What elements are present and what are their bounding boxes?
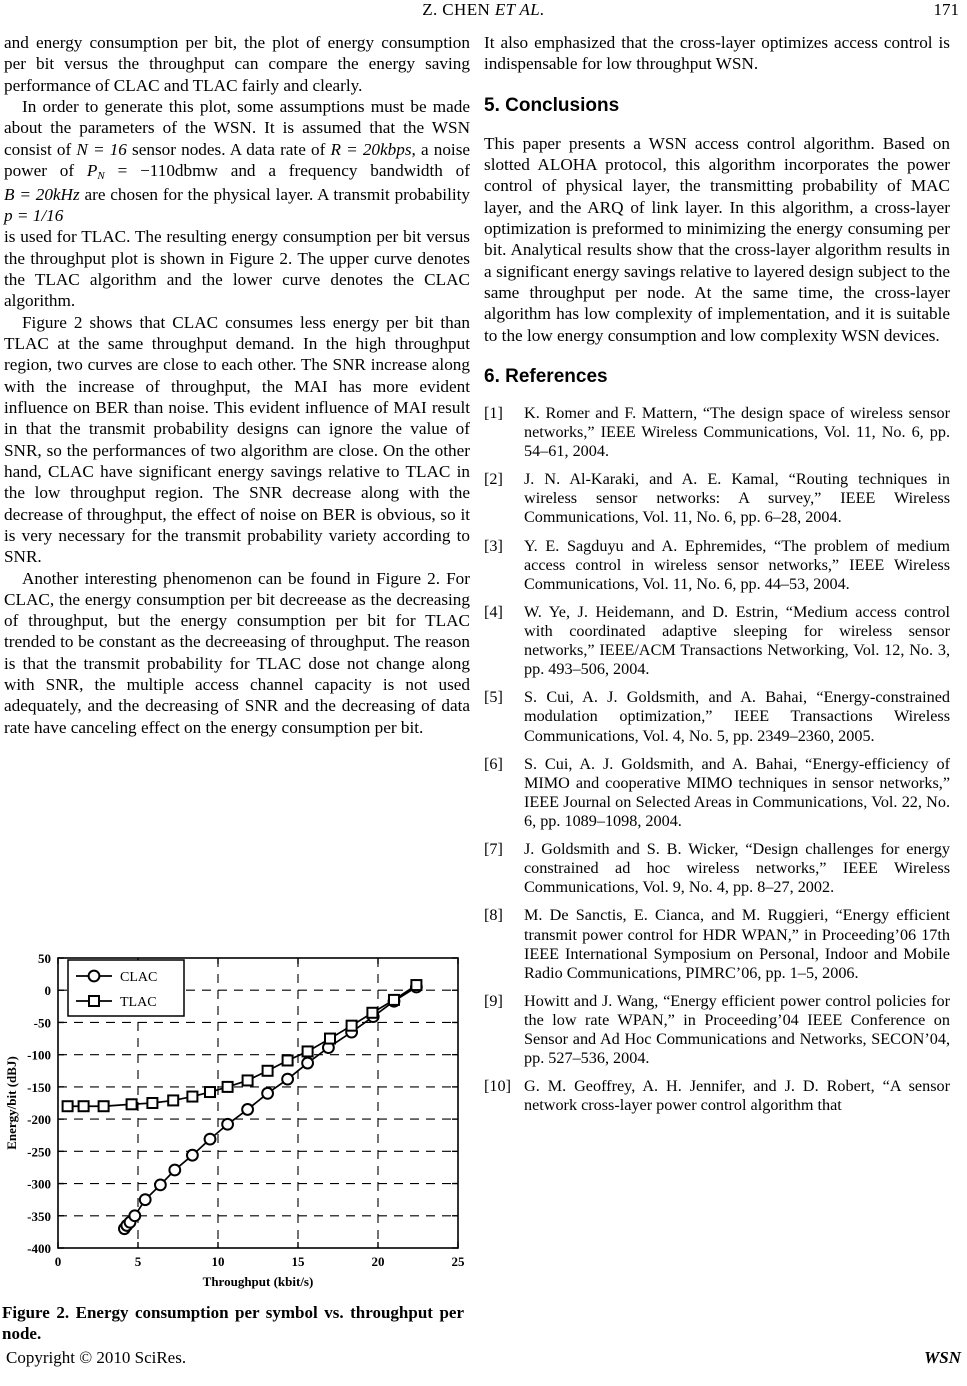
paragraph-figure-discussion: Figure 2 shows that CLAC consumes less energy per bit than TLAC at the same throughput demand. In the high throughput region, two curves are close to each other. The SNR increase along with the increase of throughput, the MAI has more evident influence on BER than noise. This evident influence of MAI result in that the transmit probability designs can ignore the value of SNR, so the performances of two algorithm are close. On the other hand, CLAC have significant energy savings relative to TLAC in the low throughput region. The SNR decrease along with the decrease of throughput, the effect of noise on BER is obvious, so it is very necessary for the transmit probability variety according to SNR. xyxy=(4,312,470,567)
data-point-clac xyxy=(242,1104,253,1115)
data-point-tlac xyxy=(367,1008,377,1018)
assumptions-lead: In order to generate this plot, some assumptions must be made about the parameters of the WSN. It is assumed that the WSN consist of xyxy=(4,96,470,159)
data-point-clac xyxy=(262,1088,273,1099)
reference-text: J. Goldsmith and S. B. Wicker, “Design challenges for energy constrained ad hoc wireless networks,” IEEE Wireless Communications, Vol. 9, No. 4, pp. 8–27, 2002. xyxy=(524,840,950,897)
equation-R: R = 20kbps xyxy=(330,139,412,159)
reference-number: [10] xyxy=(484,1077,511,1096)
data-point-tlac xyxy=(89,996,99,1006)
data-point-tlac xyxy=(223,1082,233,1092)
x-tick-label: 0 xyxy=(54,1254,62,1269)
heading-conclusions: 5. Conclusions xyxy=(484,94,620,116)
energy-vs-throughput-chart xyxy=(0,952,470,1297)
y-tick-label: -400 xyxy=(27,1241,51,1256)
x-tick-label: 5 xyxy=(134,1254,142,1269)
data-point-tlac xyxy=(411,980,421,990)
equation-N: N = 16 xyxy=(76,139,127,159)
heading-references: 6. References xyxy=(484,365,608,387)
reference-item xyxy=(484,906,950,982)
y-tick-label: 0 xyxy=(44,983,51,999)
y-tick-label: -100 xyxy=(27,1047,51,1063)
running-head-title xyxy=(422,0,545,20)
reference-text: K. Romer and F. Mattern, “The design space of wireless sensor networks,” IEEE Wireless Communications, Vol. 11, No. 6, pp. 54–61, 2004. xyxy=(524,403,950,461)
reference-item xyxy=(484,755,950,831)
reference-number: [9] xyxy=(484,991,503,1010)
data-point-clac xyxy=(302,1058,313,1069)
chart-legend xyxy=(68,960,184,1016)
paragraph-conclusions: This paper presents a WSN access control algorithm. Based on slotted ALOHA protocol, this algorithm incorporates the power control of physical layer, the transmitting probability of MAC layer, and the ARQ of link layer. In this algorithm, a cross-layer optimization is preformed to minimizing the energy consuming per bit. Analytical results show that the cross-layer algorithm results in a significant energy savings relative to layered design subject to the same throughput per node. At the same time, the cross-layer algorithm has low complexity of implementation, and it is suitable to the low energy consumption and low complexity WSN devices. xyxy=(484,133,950,345)
right-column xyxy=(484,32,954,1125)
reference-item xyxy=(484,470,950,527)
copyright-notice: Copyright © 2010 SciRes. xyxy=(6,1348,187,1367)
reference-item xyxy=(484,688,950,745)
assumptions-tail-c: and a frequency bandwidth of xyxy=(217,160,471,180)
data-point-clac xyxy=(205,1134,216,1145)
running-head-etal: ET AL. xyxy=(494,0,545,19)
journal-abbreviation: WSN xyxy=(924,1348,961,1367)
reference-text: G. M. Geoffrey, A. H. Jennifer, and J. D. Robert, “A sensor network cross-layer power control algorithm that xyxy=(524,1077,950,1115)
data-point-tlac xyxy=(79,1101,89,1111)
x-tick-label: 15 xyxy=(291,1254,305,1269)
data-point-tlac xyxy=(63,1101,73,1111)
data-point-tlac xyxy=(99,1101,109,1111)
reference-text: S. Cui, A. J. Goldsmith, and A. Bahai, “Energy-efficiency of MIMO and cooperative MIMO techniques in sensor networks,” IEEE Journal on Selected Areas in Communications, Vol. 22, No. 6, pp. 1089–1098, 2004. xyxy=(524,754,950,831)
reference-number: [3] xyxy=(484,536,503,555)
equation-B: B = 20kHz xyxy=(4,184,80,204)
data-point-clac xyxy=(169,1165,180,1176)
reference-number: [1] xyxy=(484,403,503,422)
assumptions-tail-a: sensor nodes. A data rate of xyxy=(126,139,331,159)
data-point-tlac xyxy=(303,1046,313,1056)
data-point-tlac xyxy=(263,1066,273,1076)
paragraph-tlac-result: is used for TLAC. The resulting energy consumption per bit versus the throughput plot is shown in Figure 2. The upper curve denotes the TLAC algorithm and the lower curve denotes the CLAC algorithm. xyxy=(4,227,470,311)
equation-PN-subscript: N xyxy=(97,169,105,182)
data-point-tlac xyxy=(347,1021,357,1031)
page-number: 171 xyxy=(933,0,959,19)
reference-item xyxy=(484,404,950,461)
data-point-clac xyxy=(155,1179,166,1190)
paragraph-assumptions xyxy=(4,96,470,226)
legend-label-tlac: TLAC xyxy=(120,995,157,1010)
assumptions-tail-d: are chosen for the physical layer. A transmit probability xyxy=(79,184,470,204)
data-point-clac xyxy=(282,1074,293,1085)
reference-number: [6] xyxy=(484,754,503,773)
data-point-tlac xyxy=(389,995,399,1005)
reference-text: M. De Sanctis, E. Cianca, and M. Ruggieri, “Energy efficient transmit power control for HDR WPAN,” in Proceeding’06 17th IEEE International Symposium on Personal, Indoor and Mobile Radio Communications, PIMRC’06, pp. 1–5, 2006. xyxy=(524,906,950,982)
y-tick-label: -150 xyxy=(27,1079,51,1095)
x-tick-label: 25 xyxy=(451,1254,465,1269)
y-tick-label: -350 xyxy=(27,1208,51,1224)
reference-number: [4] xyxy=(484,602,503,621)
x-tick-label: 10 xyxy=(211,1254,225,1269)
reference-item xyxy=(484,537,950,594)
series-line xyxy=(124,987,416,1229)
y-axis-label: Energy/bit (dBJ) xyxy=(4,1056,19,1150)
data-point-clac xyxy=(129,1210,140,1221)
data-point-tlac xyxy=(147,1098,157,1108)
figure-caption: Figure 2. Energy consumption per symbol vs. throughput per node. xyxy=(2,1303,464,1343)
reference-item xyxy=(484,992,950,1068)
running-head xyxy=(0,0,967,30)
running-head-authors: Z. CHEN xyxy=(422,0,491,19)
reference-text: Howitt and J. Wang, “Energy efficient power control policies for the low rate WPAN,” in Proceeding’04 IEEE Conference on Sensor and Ad Hoc Communications and Networks, SECON’04, pp. 527–536, 2004. xyxy=(524,991,950,1068)
paragraph-emphasis: It also emphasized that the cross-layer optimizes access control is indispensable for low throughput WSN. xyxy=(484,33,950,74)
data-point-tlac xyxy=(168,1095,178,1105)
data-point-clac xyxy=(222,1119,233,1130)
y-tick-label: -50 xyxy=(33,1015,51,1031)
data-point-tlac xyxy=(243,1075,253,1085)
data-point-tlac xyxy=(325,1034,335,1044)
reference-text: S. Cui, A. J. Goldsmith, and A. Bahai, “Energy-constrained modulation optimization,” IEEE Transactions Wireless Communications, Vol. 4, No. 5, pp. 2349–2360, 2005. xyxy=(524,688,950,745)
reference-number: [7] xyxy=(484,840,503,859)
y-tick-label: -200 xyxy=(27,1112,51,1128)
reference-text: W. Ye, J. Heidemann, and D. Estrin, “Medium access control with coordinated adaptive sleeping for wireless sensor networks,” IEEE/ACM Transactions Networking, Vol. 12, No. 3, pp. 493–506, 2004. xyxy=(524,602,950,679)
equation-noise-power xyxy=(87,161,218,180)
figure-2 xyxy=(0,952,470,1344)
y-tick-label: -250 xyxy=(27,1144,51,1160)
legend-label-clac: CLAC xyxy=(120,970,158,985)
reference-number: [8] xyxy=(484,906,503,925)
data-point-tlac xyxy=(205,1087,215,1097)
data-point-tlac xyxy=(187,1092,197,1102)
data-point-clac xyxy=(89,971,100,982)
x-axis-label: Throughput (kbit/s) xyxy=(202,1274,314,1289)
data-point-clac xyxy=(140,1194,151,1205)
reference-item xyxy=(484,603,950,679)
reference-list xyxy=(484,404,950,1116)
equation-PN-value: = −110dbmw xyxy=(104,160,218,180)
assumptions-tail-b: , a noise power of xyxy=(4,139,471,180)
y-tick-label: 50 xyxy=(38,952,51,966)
x-tick-label: 20 xyxy=(371,1254,385,1269)
reference-number: [2] xyxy=(484,470,503,489)
series-clac xyxy=(119,982,422,1234)
reference-item xyxy=(484,840,950,897)
reference-number: [5] xyxy=(484,688,503,707)
data-point-clac xyxy=(187,1150,198,1161)
equation-PN-variable: P xyxy=(86,160,98,180)
page-footer xyxy=(0,1348,967,1368)
paragraph-intro: and energy consumption per bit, the plot of energy consumption per bit versus the throughput can compare the energy saving performance of CLAC and TLAC fairly and clearly. xyxy=(4,33,470,95)
data-point-tlac xyxy=(127,1099,137,1109)
reference-item xyxy=(484,1077,950,1115)
paragraph-phenomenon: Another interesting phenomenon can be found in Figure 2. For CLAC, the energy consumption per bit decreease as the decreasing of throughput, but the energy consumption per bit for TLAC trended to be constant as the decreeasing of throughput. The reason is that the transmit probability for TLAC dose not change along with SNR, the multiple access channel capacity is not used adequately, and the decreasing of SNR and the decreasing of data rate have canceling effect on the energy consumption per bit. xyxy=(4,568,470,737)
y-tick-label: -300 xyxy=(27,1176,51,1192)
data-point-tlac xyxy=(283,1055,293,1065)
reference-text: Y. E. Sagduyu and A. Ephremides, “The problem of medium access control in wireless sensor networks,” IEEE Wireless Communications, Vol. 11, No. 6, pp. 44–53, 2004. xyxy=(524,536,950,593)
equation-p: p = 1/16 xyxy=(4,205,64,225)
reference-text: J. N. Al-Karaki, and A. E. Kamal, “Routing techniques in wireless sensor networks: A survey,” IEEE Wireless Communications, Vol. 11, No. 6, pp. 6–28, 2004. xyxy=(524,470,950,527)
